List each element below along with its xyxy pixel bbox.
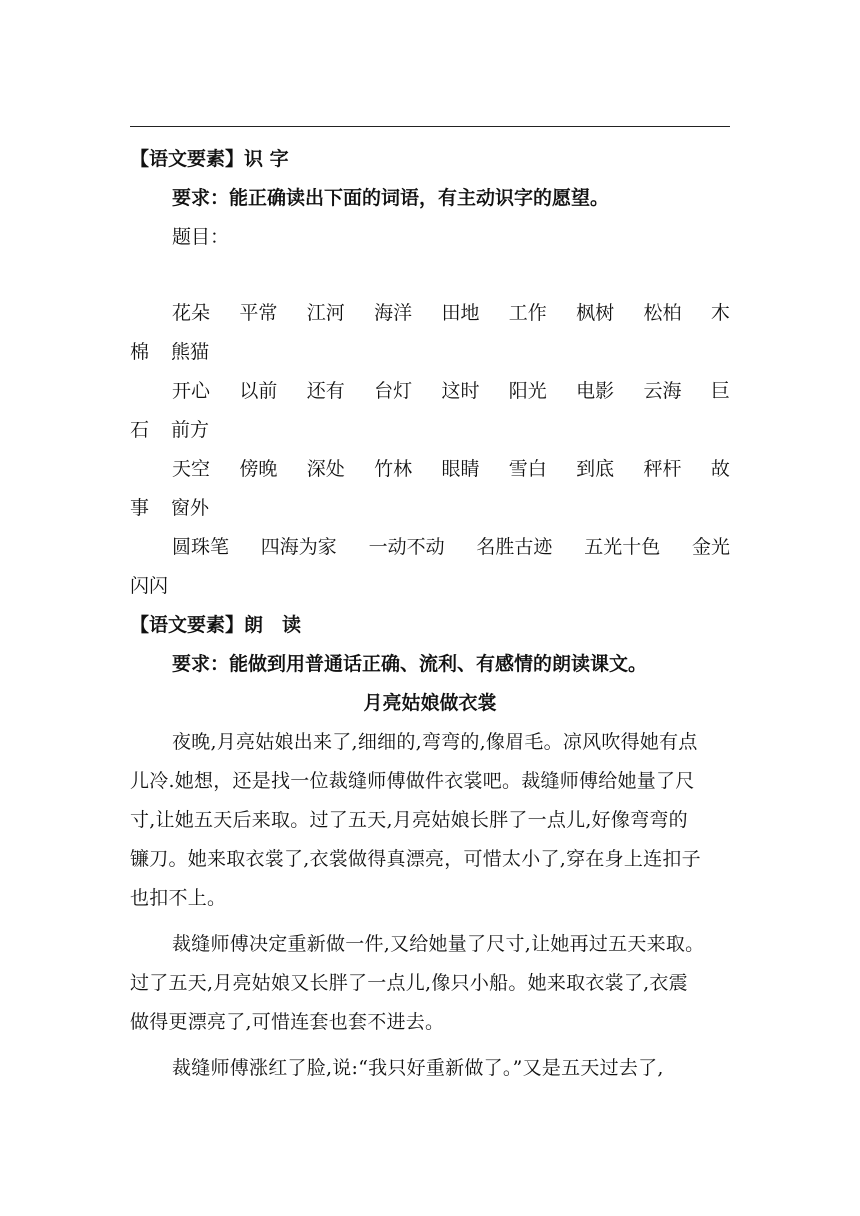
word: 云海 xyxy=(643,380,682,402)
word: 雪白 xyxy=(508,458,547,480)
word: 巨 xyxy=(710,380,730,402)
word: 棉 xyxy=(130,341,150,363)
word: 阳光 xyxy=(508,380,547,402)
word: 这时 xyxy=(441,380,480,402)
word-row-3-continued xyxy=(130,489,730,528)
word: 工作 xyxy=(508,302,547,324)
word: 枫树 xyxy=(576,302,615,324)
word: 到底 xyxy=(576,458,615,480)
word: 故 xyxy=(710,458,730,480)
paragraph-line: 过了五天,月亮姑娘又长胖了一点儿,像只小船。她来取衣裳了,衣震 xyxy=(130,972,688,994)
word-row-1 xyxy=(130,294,730,333)
paragraph-line: 做得更漂亮了,可惜连套也套不进去。 xyxy=(130,1011,445,1033)
paragraph-line: 镰刀。她来取衣裳了,衣裳做得真漂亮，可惜太小了,穿在身上连扣子 xyxy=(130,848,701,870)
word: 开心 xyxy=(172,380,211,402)
story-paragraph-2 xyxy=(130,925,730,1042)
paragraph-line: 寸,让她五天后来取。过了五天,月亮姑娘长胖了一点儿,好像弯弯的 xyxy=(130,809,688,831)
word: 五光十色 xyxy=(584,536,661,558)
story-paragraph-1 xyxy=(130,723,730,918)
story-title: 月亮姑娘做衣裳 xyxy=(363,692,497,714)
paragraph-line: 儿冷.她想，还是找一位裁缝师傅做件衣裳吧。裁缝师傅给她量了尺 xyxy=(130,770,695,792)
question-prompt: 题目： xyxy=(172,226,230,248)
word: 台灯 xyxy=(374,380,413,402)
word: 以前 xyxy=(239,380,278,402)
word: 花朵 xyxy=(172,302,211,324)
word: 天空 xyxy=(172,458,211,480)
word-row-1-continued xyxy=(130,333,730,372)
word: 海洋 xyxy=(374,302,413,324)
word: 江河 xyxy=(306,302,345,324)
word: 傍晚 xyxy=(239,458,278,480)
header-rule xyxy=(130,126,730,127)
word: 还有 xyxy=(306,380,345,402)
requirement-literacy: 要求：能正确读出下面的词语，有主动识字的愿望。 xyxy=(172,187,610,209)
paragraph-line: 也扣不上。 xyxy=(130,887,227,909)
word: 田地 xyxy=(441,302,480,324)
word: 深处 xyxy=(306,458,345,480)
story-paragraph-3 xyxy=(130,1049,730,1088)
word: 窗外 xyxy=(171,497,210,519)
word: 圆珠笔 xyxy=(172,536,230,558)
word: 秤杆 xyxy=(643,458,682,480)
word-row-3 xyxy=(130,450,730,489)
word: 眼睛 xyxy=(441,458,480,480)
word-row-4 xyxy=(130,528,730,567)
paragraph-line: 裁缝师傅涨红了脸,说:“我只好重新做了。”又是五天过去了, xyxy=(172,1057,664,1079)
word: 木 xyxy=(710,302,730,324)
word: 平常 xyxy=(239,302,278,324)
word-row-4-continued xyxy=(130,567,730,606)
word: 熊猫 xyxy=(171,341,210,363)
blank-space xyxy=(130,257,730,294)
document-page xyxy=(130,140,730,1088)
word: 电影 xyxy=(576,380,615,402)
requirement-reading: 要求：能做到用普通话正确、流利、有感情的朗读课文。 xyxy=(172,653,648,675)
word: 事 xyxy=(130,497,150,519)
paragraph-line: 裁缝师傅决定重新做一件,又给她量了尺寸,让她再过五天来取。 xyxy=(172,933,705,955)
word: 前方 xyxy=(171,419,210,441)
word: 金光 xyxy=(691,536,730,558)
word-row-2-continued xyxy=(130,411,730,450)
section-heading-literacy: 【语文要素】识 字 xyxy=(130,148,289,170)
word: 四海为家 xyxy=(260,536,337,558)
section-heading-reading: 【语文要素】朗 读 xyxy=(130,614,302,636)
paragraph-line: 夜晚,月亮姑娘出来了,细细的,弯弯的,像眉毛。凉风吹得她有点 xyxy=(172,731,698,753)
word: 松柏 xyxy=(643,302,682,324)
word: 石 xyxy=(130,419,150,441)
word: 一动不动 xyxy=(368,536,445,558)
word: 竹林 xyxy=(374,458,413,480)
word: 名胜古迹 xyxy=(476,536,553,558)
word-row-2 xyxy=(130,372,730,411)
word: 闪闪 xyxy=(130,575,169,597)
